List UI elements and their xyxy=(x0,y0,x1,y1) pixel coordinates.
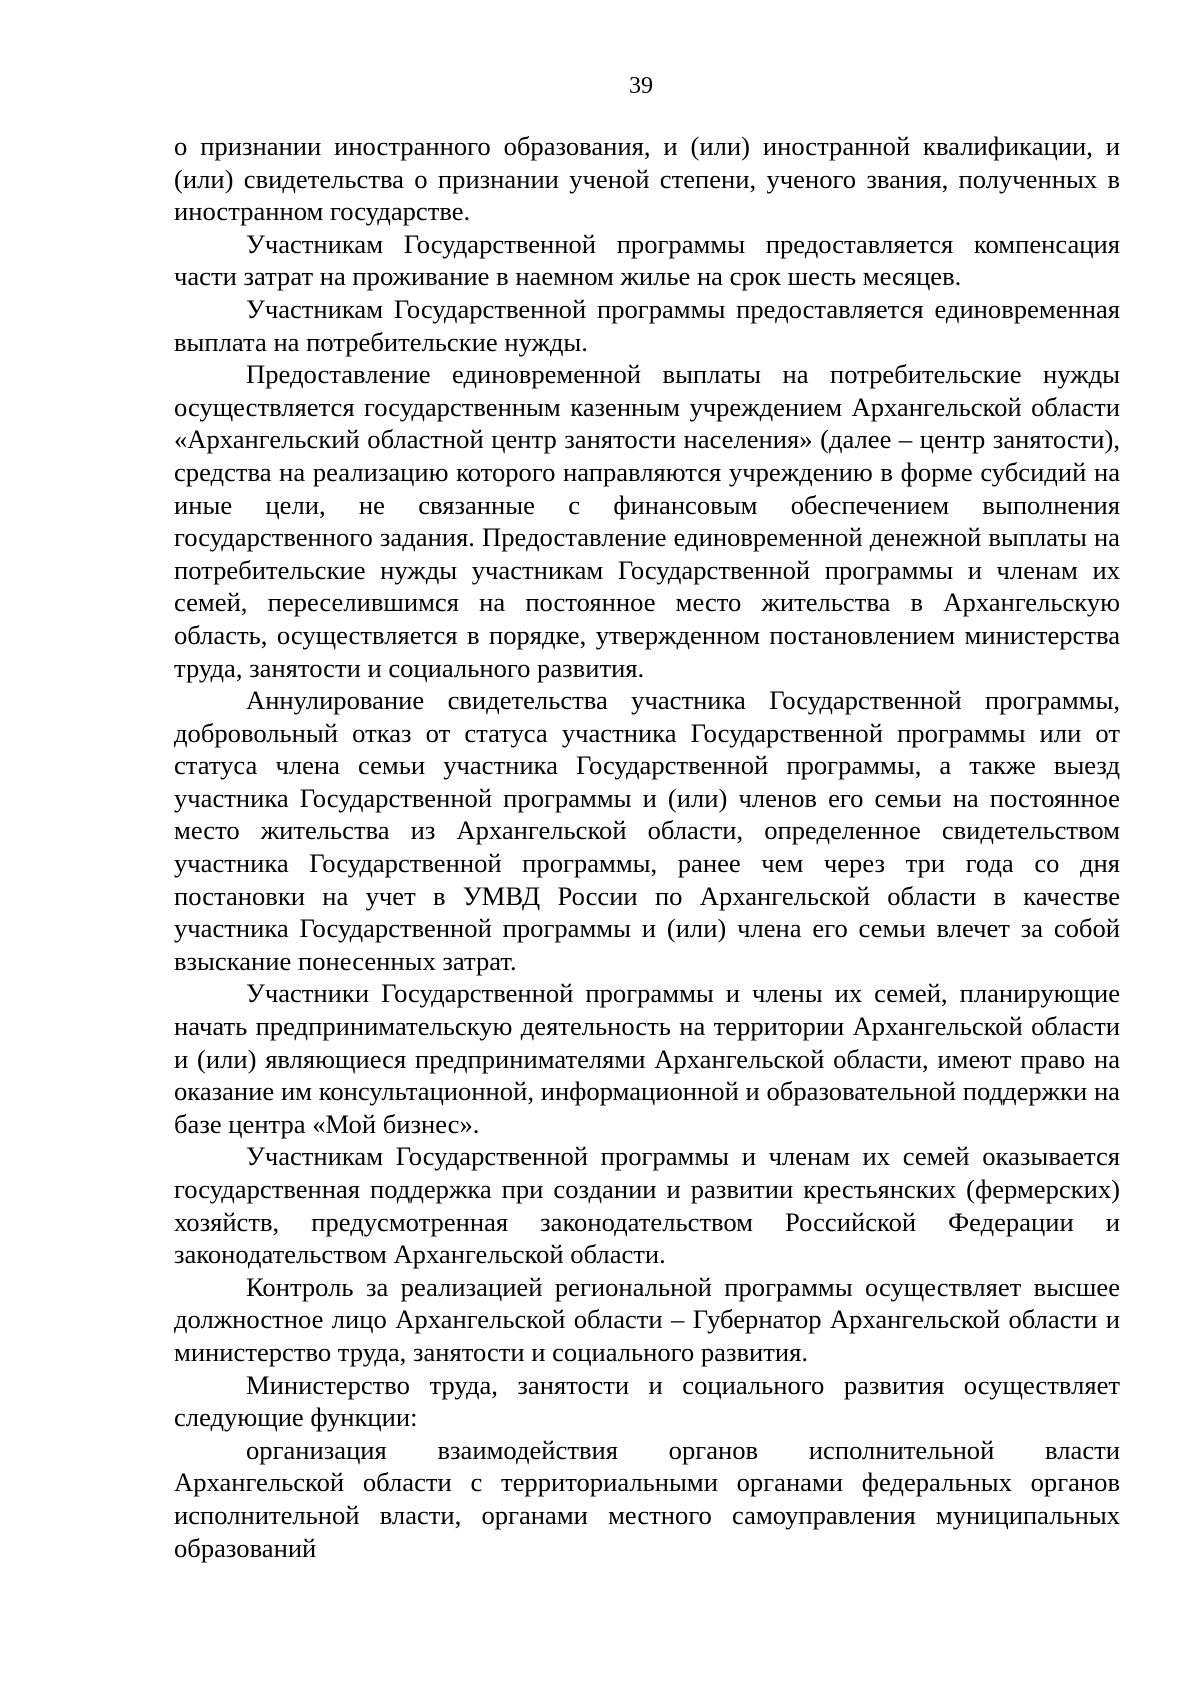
paragraph-business-support: Участники Государственной программы и члены их семей, планирующие начать предпринимательскую деятельность на территории Архангельской области и (или) являющиеся предпринимателями Архангельской области, имеют право на оказание им консультационной, информационной и образовательной поддержки на базе центра «Мой бизнес». xyxy=(174,978,1120,1139)
paragraph-program-control: Контроль за реализацией региональной программы осуществляет высшее должностное лицо Архангельской области – Губернатор Архангельской области и министерство труда, занятости и социального развития. xyxy=(174,1271,1120,1367)
paragraph-housing-compensation: Участникам Государственной программы предоставляется компенсация части затрат на проживание в наемном жилье на срок шесть месяцев. xyxy=(174,228,1120,292)
paragraph-one-time-payment: Участникам Государственной программы предоставляется единовременная выплата на потребительские нужды. xyxy=(174,293,1120,357)
paragraph-certificate-annulment: Аннулирование свидетельства участника Государственной программы, добровольный отказ от статуса участника Государственной программы или от статуса члена семьи участника Государственной программы, а также выезд участника Государственной программы и (или) членов его семьи на постоянное место жительства из Архангельской области, определенное свидетельством участника Государственной программы, ранее чем через три года со дня постановки на учет в УМВД России по Архангельской области в качестве участника Государственной программы и (или) члена его семьи влечет за собой взыскание понесенных затрат. xyxy=(174,685,1120,976)
paragraph-continuation: о признании иностранного образования, и (или) иностранной квалификации, и (или) свидетельства о признании ученой степени, ученого звания, полученных в иностранном государстве. xyxy=(174,131,1120,227)
document-body xyxy=(174,130,1120,1564)
paragraph-ministry-functions: Министерство труда, занятости и социального развития осуществляет следующие функции: xyxy=(174,1369,1120,1433)
paragraph-payment-procedure: Предоставление единовременной выплаты на потребительские нужды осуществляется государственным казенным учреждением Архангельской области «Архангельский областной центр занятости населения» (далее – центр занятости), средства на реализацию которого направляются учреждению в форме субсидий на иные цели, не связанные с финансовым обеспечением выполнения государственного задания. Предоставление единовременной денежной выплаты на потребительские нужды участникам Государственной программы и членам их семей, переселившимся на постоянное место жительства в Архангельскую область, осуществляется в порядке, утвержденном постановлением министерства труда, занятости и социального развития. xyxy=(174,359,1120,683)
paragraph-farm-support: Участникам Государственной программы и членам их семей оказывается государственная поддержка при создании и развитии крестьянских (фермерских) хозяйств, предусмотренная законодательством Российской Федерации и законодательством Архангельской области. xyxy=(174,1141,1120,1270)
paragraph-interaction-organization: организация взаимодействия органов исполнительной власти Архангельской области с территориальными органами федеральных органов исполнительной власти, органами местного самоуправления муниципальных образований xyxy=(174,1434,1120,1563)
page-number: 39 xyxy=(629,73,653,99)
